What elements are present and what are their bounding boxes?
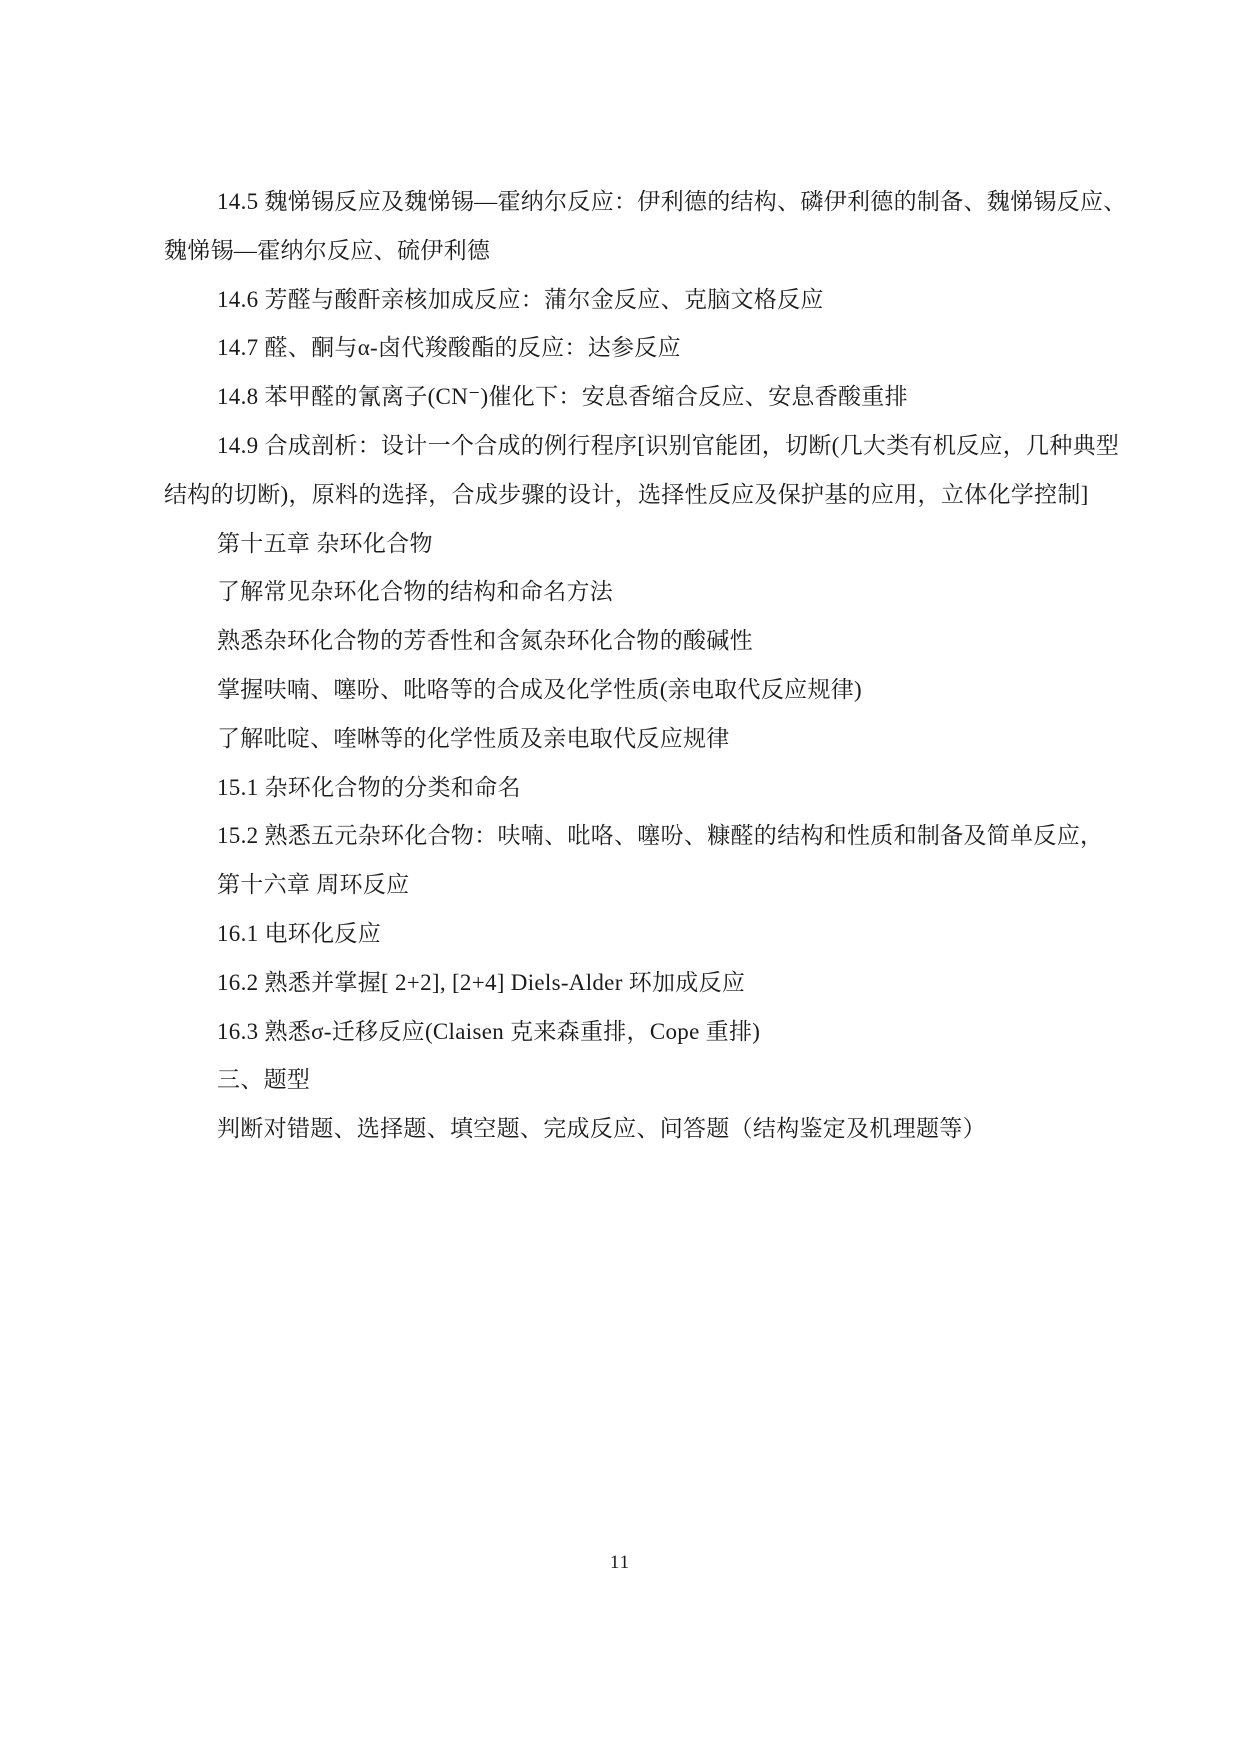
text-line: 16.2 熟悉并掌握[ 2+2], [2+4] Diels-Alder 环加成反应 bbox=[217, 969, 746, 995]
paragraph bbox=[164, 178, 1127, 276]
paragraph bbox=[164, 666, 1080, 715]
paragraph bbox=[164, 324, 1080, 373]
text-line: 结构的切断)，原料的选择，合成步骤的设计，选择性反应及保护基的应用，立体化学控制] bbox=[164, 481, 1089, 507]
text-line: 14.7 醛、酮与α-卤代羧酸酯的反应：达参反应 bbox=[217, 335, 681, 361]
text-line: 第十五章 杂环化合物 bbox=[217, 530, 433, 556]
paragraph bbox=[164, 422, 1120, 520]
text-line: 掌握呋喃、噻吩、吡咯等的合成及化学性质(亲电取代反应规律) bbox=[217, 676, 863, 702]
text-line: 14.5 魏悌锡反应及魏悌锡—霍纳尔反应：伊利德的结构、磷伊利德的制备、魏悌锡反应、 bbox=[217, 189, 1127, 214]
text-line: 15.2 熟悉五元杂环化合物：呋喃、吡咯、噻吩、糠醛的结构和性质和制备及简单反应， bbox=[217, 823, 1104, 849]
text-line: 熟悉杂环化合物的芳香性和含氮杂环化合物的酸碱性 bbox=[217, 628, 753, 654]
paragraph bbox=[164, 861, 1080, 910]
paragraph bbox=[164, 276, 1080, 325]
paragraph bbox=[164, 715, 1080, 764]
text-line: 第十六章 周环反应 bbox=[217, 872, 410, 898]
text-line: 16.1 电环化反应 bbox=[217, 920, 381, 946]
text-line: 16.3 熟悉σ-迁移反应(Claisen 克来森重排，Cope 重排) bbox=[217, 1018, 761, 1044]
paragraph bbox=[164, 764, 1080, 813]
text-line: 了解常见杂环化合物的结构和命名方法 bbox=[217, 579, 614, 605]
paragraph bbox=[164, 617, 1080, 666]
paragraph bbox=[164, 812, 1104, 861]
paragraph bbox=[164, 959, 1080, 1008]
text-line: 三、题型 bbox=[217, 1067, 311, 1093]
text-line: 魏悌锡—霍纳尔反应、硫伊利德 bbox=[164, 237, 491, 263]
paragraph bbox=[164, 1056, 1080, 1105]
paragraph bbox=[164, 1105, 1080, 1154]
text-line: 14.6 芳醛与酸酐亲核加成反应：蒲尔金反应、克脑文格反应 bbox=[217, 286, 824, 312]
text-line: 了解吡啶、喹啉等的化学性质及亲电取代反应规律 bbox=[217, 725, 730, 751]
page-footer bbox=[0, 1552, 1240, 1574]
paragraph bbox=[164, 1008, 1080, 1057]
paragraph bbox=[164, 910, 1080, 959]
text-line: 14.8 苯甲醛的氰离子(CN⁻)催化下：安息香缩合反应、安息香酸重排 bbox=[217, 384, 908, 410]
text-line: 14.9 合成剖析：设计一个合成的例行程序[识别官能团，切断(几大类有机反应，几种典型 bbox=[217, 432, 1120, 458]
paragraph bbox=[164, 520, 1080, 569]
page-number: 11 bbox=[609, 1552, 631, 1573]
paragraph bbox=[164, 373, 1080, 422]
paragraph bbox=[164, 568, 1080, 617]
text-line: 15.1 杂环化合物的分类和命名 bbox=[217, 774, 521, 800]
text-line: 判断对错题、选择题、填空题、完成反应、问答题（结构鉴定及机理题等） bbox=[217, 1116, 986, 1142]
document-body bbox=[164, 178, 1127, 1154]
